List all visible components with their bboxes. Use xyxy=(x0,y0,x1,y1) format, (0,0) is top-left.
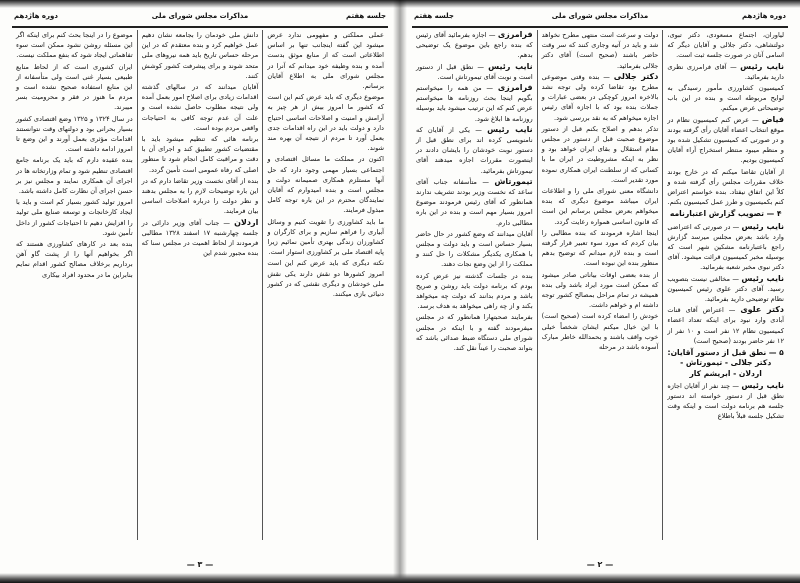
paragraph xyxy=(267,30,384,91)
paragraph xyxy=(667,381,784,422)
paragraph-text: نکته دیگری که باید عرض کنم این است امروز کشورها دو نقش دارند یکی نقش ملی خودشان و دیگری نقشی که در کشور دنیائی بازی میکنند. xyxy=(267,259,384,299)
paragraph xyxy=(416,30,533,61)
paragraph xyxy=(267,92,384,153)
paragraph-text: — بنده وقتی موضوعی مطرح بود تقاضا کرده ولی توجه نشد بالاخره امروز کوچکی در بعضی عبارات و جملات بنده بود که با اجازه آقای رئیس اجازه میخواهم که به نقد بررسی شود. xyxy=(541,72,659,122)
paragraph xyxy=(542,270,659,311)
session-label: جلسه هفتم xyxy=(414,12,454,20)
paragraph-text: دانشگاه معنی شورای ملی را و اطلاعات ایران میباشد موضوع دیگری که بنده میخواهم بعرض مجلس برسانم این است که قانون اساسی همواره رعایت گردد. xyxy=(541,187,659,226)
paragraph-text: دانش ملی خودمان را بجامعه نشان دهیم عمل خواهیم کرد و بنده معتقدم که در این مرحله حساس تاریخ باید همه نیروهای ملی متحد شوند و برای پیشرفت کشور کوشش کنند. xyxy=(141,31,259,80)
page-header xyxy=(414,12,786,26)
paragraph xyxy=(416,83,533,124)
speaker-name: نایب رئیس xyxy=(741,221,784,231)
paragraph xyxy=(667,222,784,273)
paragraph-text: — نطق قبل از دستور است و نوبت آقای تیمورتاش است. xyxy=(415,62,533,81)
paragraph-text: از بنده بعضی اوقات بیاناتی صادر میشود که ممکن است مورد ایراد باشد ولی بنده همیشه در تمام مراحل بمصالح کشور توجه داشته ام و خواهم داشت. xyxy=(541,270,659,310)
paragraph-text: بفرمایند صحبتهارا همانطور که در مجلس میفرمودند گفته و با اینکه در مجلس شورای ملی دستگاه ضبط صدائی باشد که بتواند صحبت را عیناً نقل کند. xyxy=(415,313,533,353)
paragraph xyxy=(416,271,533,312)
speaker-name: نایب رئیس xyxy=(740,61,784,71)
paragraph-text: — یکی از آقایان که نامنویسی کرده اند برای نطق قبل از دستور نوبت خودشان را بایشان دادند در اینصورت مقررات اجازه میدهند آقای تیمورتاش بفرمائید. xyxy=(415,125,533,175)
speaker-name: فیاض xyxy=(761,114,784,124)
header-rule xyxy=(12,26,388,28)
paragraph xyxy=(267,258,384,299)
paragraph xyxy=(16,114,133,155)
paragraph xyxy=(142,218,259,259)
term-label: دوره هاژدهم xyxy=(742,12,786,20)
book-gutter xyxy=(393,0,407,583)
text-columns xyxy=(12,30,388,540)
page-header xyxy=(14,12,386,26)
paragraph-text: بنده در جلسات گذشته نیز عرض کرده بودم که برنامه دولت باید روشن و صریح باشد و مردم بدانند که دولت چه میخواهد بکند و از چه راهی میخواهد به هدف برسد. xyxy=(415,271,533,311)
speaker-name: دکتر جلالی xyxy=(613,71,659,81)
paragraph-text: — مخالفی نیست بتصویب رسید. آقای دکتر علوی رئیس کمیسیون نظام توضیحی دارید بفرمائید. xyxy=(667,274,784,304)
paragraph-text: تذکر بدهم و اصلاح بکنم قبل از دستور موضوع صحبت قبل از دستور در مجلس مقام استقلال و بقای ایران خواهد بود و نظر به اینکه مشروطیت در ایران ما با کسانی که از سلطنت ایران همکاری نموده مورد تقدیر است. xyxy=(541,124,659,184)
paragraph-text: — اجازه بفرمائید آقای رئیس که بنده راجع باین موضوع یک توضیحی بدهم. xyxy=(415,31,533,60)
speaker-name: نایب رئیس xyxy=(487,124,533,134)
paragraph xyxy=(667,83,784,114)
paragraph-text: برنامه هائی که تنظیم میشود باید با مقتضیات کشور تطبیق کند و اجرای آن با دقت و مراقبت کامل انجام شود تا منظور اصلی که رفاه عمومی است تأمین گردد. xyxy=(141,135,259,174)
paragraph xyxy=(16,155,133,196)
right-page xyxy=(400,0,800,583)
paragraph xyxy=(142,134,259,175)
paragraph-text: لیاوران، اجتماع مسعودی، دکتر تبوی، دولتشاهی، دکتر جلالی و آقایان دیگر که اسامی آنان در صورت جلسه ثبت است. xyxy=(667,31,784,60)
paragraph xyxy=(667,167,784,208)
paragraph-text: موضوع دیگری که باید عرض کنم این است که کشور ما امروز بیش از هر چیز به آرامش و امنیت و اصلاحات اساسی احتیاج دارد و دولت باید در این راه اقدامات جدی بعمل آورد تا مردم از نتیجه آن بهره مند شوند. xyxy=(267,93,384,153)
paragraph-text: اینجا اشاره فرمودند که بنده مطالبی را بیان کردم که مورد سوء تعبیر قرار گرفته است و بنده لازم میدانم که توضیح بدهم منظور بنده این نبوده است. xyxy=(541,228,659,268)
paragraph-text: موضوع را در اینجا بحث کنم برای اینکه اگر این مسئله روشن نشود ممکن است سوء تفاهماتی ایجاد شود که بنفع مملکت نیست. xyxy=(15,31,133,60)
paragraph xyxy=(667,30,784,61)
paragraph xyxy=(542,72,659,123)
paragraph-text: ما باید کشاورزی را تقویت کنیم و وسائل آبیاری را فراهم سازیم و برای کارگران و کشاورزان زندگی بهتری تأمین نمائیم زیرا پایه اقتصاد ملی بر کشاورزی استوار است. xyxy=(267,217,384,257)
paragraph-text: آقایان میدانند که در سالهای گذشته اقدامات زیادی برای اصلاح امور بعمل آمده ولی نتیجه مطلوب حاصل نشده است و علت آن عدم توجه کافی به احتیاجات واقعی مردم بوده است. xyxy=(141,83,259,132)
page-number: — ۳ — xyxy=(186,560,214,569)
paragraph-text: — من همه را میخواستم بگویم اینجا بحث روزنامه ها میخواستم عرض کنم که این ترتیب میشود باید بوسیله روزنامه ها ابلاغ شود. xyxy=(415,84,533,123)
paragraph xyxy=(142,30,259,81)
paragraph-text: — اعتراض آقای قنات آبادی وارد نبود برای اینکه تعداد اعضاء کمیسیون نظام ۱۲ نفر است و ۱۰ نفر از ۱۲ نفر حاضر بودند (صحیح است) xyxy=(667,306,784,345)
speaker-name: فرامرزی xyxy=(497,30,533,39)
paragraph-text: امروز تولید کشور بسیار کم است و باید با ایجاد کارخانجات و توسعه صنایع ملی تولید را افزایش دهیم تا احتیاجات کشور از داخل تأمین شود. xyxy=(15,198,133,237)
paragraph-text: — متأسفانه جناب آقای ساعد که نخست وزیر بودند تشریف ندارند همانطور که آقای رئیس فرمودند موضوع امروز بسیار مهم است و بنده در این باره مطالبی دارم. xyxy=(415,177,533,227)
paragraph xyxy=(267,217,384,258)
paragraph-text: از آقایان تقاضا میکنم که در خارج بودند خلاف مقررات مجلس رأی گرفته شده و کلاً این اتفاق نیفتاد. بنده خواستم اعتراض کنم بکمیسیون و طرز عمل کمیسیون بکنم. xyxy=(667,167,784,207)
paragraph xyxy=(542,124,659,185)
paragraph-text: در سال ۱۳۲۴ و ۱۳۲۵ وضع اقتصادی کشور بسیار بحرانی بود و دولتهای وقت نتوانستند اقدامات مؤثری بعمل آورند و این وضع تا امروز ادامه داشته است. xyxy=(15,114,133,154)
section-heading: ۴ — تصویب گزارش اعتبارنامه xyxy=(669,209,782,219)
term-label: دوره هاژدهم xyxy=(14,12,58,20)
paragraph-text: اکنون در مملکت ما مسائل اقتصادی و اجتماعی بسیار مهمی وجود دارد که حل آنها مستلزم همکاری صمیمانه دولت و مجلس است و بنده امیدوارم که آقایان نمایندگان محترم در این باره توجه کامل مبذول فرمایند. xyxy=(267,155,384,215)
text-column xyxy=(262,30,388,540)
text-column xyxy=(137,30,263,540)
text-columns xyxy=(412,30,788,540)
speaker-name: تیمورتاش xyxy=(494,176,533,186)
paragraph xyxy=(16,62,133,113)
paragraph-text: — آقای فرامرزی نظری دارید بفرمائید. xyxy=(667,62,784,81)
header-rule xyxy=(412,26,788,28)
paragraph xyxy=(16,239,133,280)
paragraph xyxy=(542,311,659,352)
paragraph-text: کمیسیون کشاورزی مأمور رسیدگی به لوایح مربوطه است و بنده در این باب توضیحاتی عرض میکنم. xyxy=(667,84,784,113)
paragraph-text: بنده عقیده دارم که باید یک برنامه جامع اقتصادی تنظیم شود و تمام وزارتخانه ها در اجرای آن همکاری نمایند و مجلس نیز بر حسن اجرای آن نظارت کامل داشته باشد. xyxy=(15,156,133,196)
paragraph-text: آقایان میدانند که وضع کشور در حال حاضر بسیار حساس است و باید دولت و مجلس با همکاری یکدیگر مشکلات را حل کنند و مملکت را از این وضع نجات دهند. xyxy=(415,229,533,269)
paragraph xyxy=(267,154,384,215)
paragraph xyxy=(667,274,784,305)
paragraph xyxy=(416,177,533,228)
scan-bottom-edge xyxy=(0,573,800,583)
paragraph-text: — عرض کنم کمیسیون نظام در موقع انتخاب اعضاء آقایان رأی گرفته بودند و در صورتی که کمیسیون تشکیل شده بود و منظم میبود منتظر استخراج آراء آقایان کمیسیون بودیم. xyxy=(667,115,784,165)
publication-title: مذاکرات مجلس شورای ملی xyxy=(151,12,249,20)
paragraph xyxy=(16,197,133,238)
speaker-name: نایب رئیس xyxy=(488,61,533,71)
paragraph xyxy=(416,229,533,270)
paragraph-text: دولت و سرعت است منتهی مطرح نخواهد شد و باید در آتیه وجاری کنند که سر وقت حاضر باشند (صحیح است) آقای دکتر جلالی بفرمائید. xyxy=(541,31,659,70)
paragraph xyxy=(542,186,659,227)
paragraph xyxy=(542,30,659,71)
text-column xyxy=(12,30,137,540)
speaker-name: نایب رئیس xyxy=(741,273,784,283)
paragraph-text: بنده بعد در کارهای کشاورزی هستند که اگر بخواهیم آنها را از پشت گاو آهن برداریم برخلاف مصالح کشور اقدام نمایم بنابراین ما در محدود افراد بیکاری xyxy=(15,240,133,279)
paragraph-text: عملی مملکتی و مفهومی ندارد عرض میشود این گفته اینجانب تنها بر اساس اطلاعاتی است که از منابع موثق بدست آمده و بنده وظیفه خود میدانم که آنرا در مجلس شورای ملی به اطلاع آقایان برسانم. xyxy=(267,31,384,91)
publication-title: مذاکرات مجلس شورای ملی xyxy=(551,12,649,20)
paragraph-text: ایران کشوری است که از لحاظ منابع طبیعی بسیار غنی است ولی متأسفانه از این منابع استفاده صحیح نشده است و مردم ما هنوز در فقر و محرومیت بسر میبرند. xyxy=(15,62,133,112)
paragraph-text: — در صورتی که اعتراضی وارد باشد بعرض مجلس میرسد گزارش راجع باعتبارنامه مشکین شهر است که بوسیله مخبر کمیسیون قرائت میشود. آقای دکتر نبوی مخبر شعبه بفرمائید. xyxy=(667,222,784,272)
paragraph-text: — جناب آقای وزیر دارائی در جلسه چهارشنبه ۱۷ اسفند ۱۳۲۸ مطالبی فرمودند از لحاظ اهمیت در مجلس سنا که بنده مجبور شدم این xyxy=(141,218,259,258)
paragraph xyxy=(416,312,533,353)
text-column xyxy=(537,30,663,540)
page-number: — ۲ — xyxy=(586,560,614,569)
speaker-name: اردلان xyxy=(234,217,259,227)
paragraph xyxy=(142,82,259,133)
text-column xyxy=(662,30,788,540)
text-column xyxy=(412,30,537,540)
speaker-name: نایب رئیس xyxy=(741,380,784,390)
paragraph xyxy=(542,228,659,269)
paragraph xyxy=(667,305,784,346)
speaker-name: دکتر علوی xyxy=(740,305,784,315)
paragraph-text: خودش را امضاء کرده است (صحیح است) با این خیال میکنم ایشان شخصاً خیلی خوب واقف باشند و بحمدالله خاطر مبارک آسوده باشد در مرحله xyxy=(541,312,659,352)
paragraph xyxy=(16,30,133,61)
paragraph xyxy=(667,115,784,166)
session-label: جلسه هفتم xyxy=(346,12,386,20)
paragraph-text: بنده از آقای نخست وزیر تقاضا دارم که در این باره توضیحات لازم را به مجلس بدهند و نظر دولت را درباره اصلاحات اساسی بیان فرمایند. xyxy=(141,176,259,216)
section-heading: ۵ — نطق قبل از دستور آقایان: دکتر جلالی - تیمورتاش - اردلان - ابریشم کار xyxy=(667,348,784,378)
paragraph xyxy=(142,176,259,217)
speaker-name: فرامرزی xyxy=(497,83,533,93)
paragraph xyxy=(416,125,533,176)
paragraph-text: — چند نفر از آقایان اجازه نطق قبل از دستور خواسته اند دستور جلسه هم برنامه دولت است و اینکه وقت تشکیل جلسه قبلاً باطلاع xyxy=(667,381,784,421)
paragraph xyxy=(667,62,784,82)
paragraph xyxy=(416,62,533,82)
